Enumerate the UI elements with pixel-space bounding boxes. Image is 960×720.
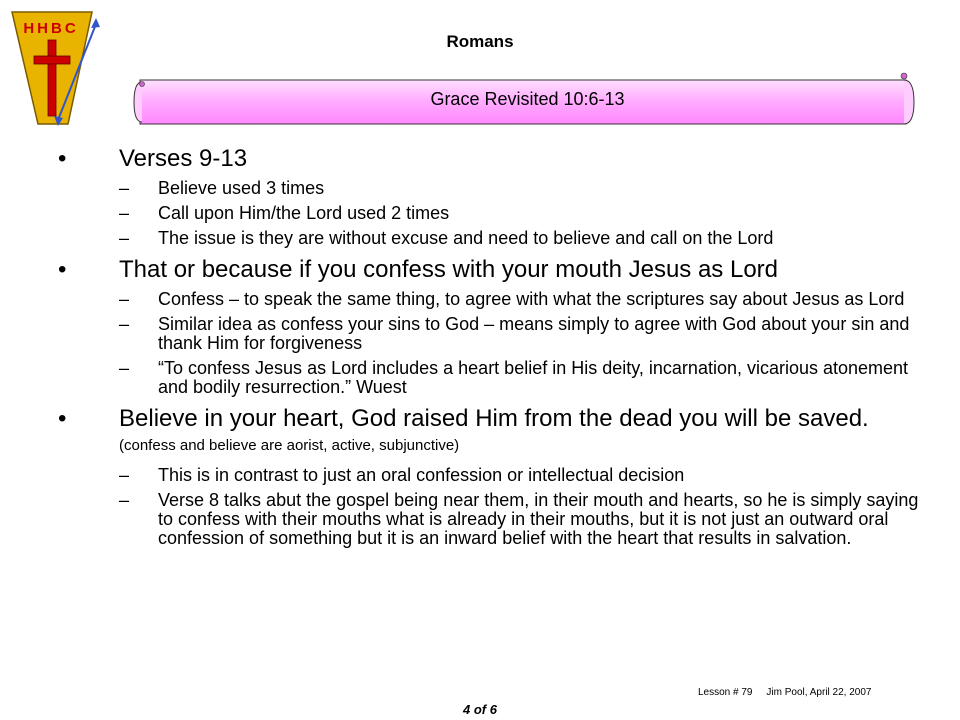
sub-point (0, 179, 960, 198)
sub-point (0, 315, 960, 353)
dash-marker: – (119, 289, 130, 309)
sub-point (0, 359, 960, 397)
point-text: Verse 8 talks abut the gospel being near them, in their mouth and hearts, so he is simply saying to confess with their mouths what is already in their mouths, but it is not just an outward oral confession of something but it is an inward belief with the heart that results in salvation. (158, 490, 919, 548)
hhbc-logo (8, 8, 104, 128)
heading-text: That or because if you confess with your mouth Jesus as Lord (119, 256, 779, 283)
grammar-note: (confess and believe are aorist, active, subjunctive) (119, 437, 460, 454)
sub-point (0, 204, 960, 223)
course-title: Romans (446, 32, 514, 51)
lesson-title: Grace Revisited 10:6-13 (430, 89, 625, 109)
point-text: This is in contrast to just an oral confession or intellectual decision (158, 465, 685, 485)
dash-marker: – (119, 203, 130, 223)
point-text: Similar idea as confess your sins to God – means simply to agree with God about your sin and thank Him for forgiveness (158, 314, 910, 353)
point-text: Call upon Him/the Lord used 2 times (158, 203, 450, 223)
author-date: Jim Pool, April 22, 2007 (766, 687, 872, 698)
dash-marker: – (119, 178, 130, 198)
point-text: Confess – to speak the same thing, to agree with what the scriptures say about Jesus as Lord (158, 289, 905, 309)
dash-marker: – (119, 228, 130, 248)
bullet-marker: • (58, 256, 67, 283)
sub-point (0, 466, 960, 485)
slide-content (0, 147, 960, 548)
footer-info (698, 687, 871, 698)
lesson-number: Lesson # 79 (698, 687, 753, 698)
point-text: “To confess Jesus as Lord includes a heart belief in His deity, incarnation, vicarious atonement and bodily resurrection.” Wuest (158, 358, 909, 397)
dash-marker: – (119, 490, 130, 510)
page-number: 4 of 6 (463, 702, 497, 717)
bullet-heading (0, 407, 960, 458)
dash-marker: – (119, 358, 130, 378)
heading-text: Believe in your heart, God raised Him from the dead you will be saved. (119, 405, 869, 432)
sub-point (0, 229, 960, 248)
bullet-heading (0, 258, 960, 282)
logo-text: HHBC (23, 20, 79, 37)
dash-marker: – (119, 465, 130, 485)
heading-text: Verses 9-13 (119, 145, 248, 172)
bullet-marker: • (58, 145, 67, 172)
bullet-marker: • (58, 405, 67, 432)
dash-marker: – (119, 314, 130, 334)
bullet-heading (0, 147, 960, 171)
sub-point (0, 290, 960, 309)
point-text: The issue is they are without excuse and need to believe and call on the Lord (158, 228, 774, 248)
sub-point (0, 491, 960, 548)
point-text: Believe used 3 times (158, 178, 325, 198)
